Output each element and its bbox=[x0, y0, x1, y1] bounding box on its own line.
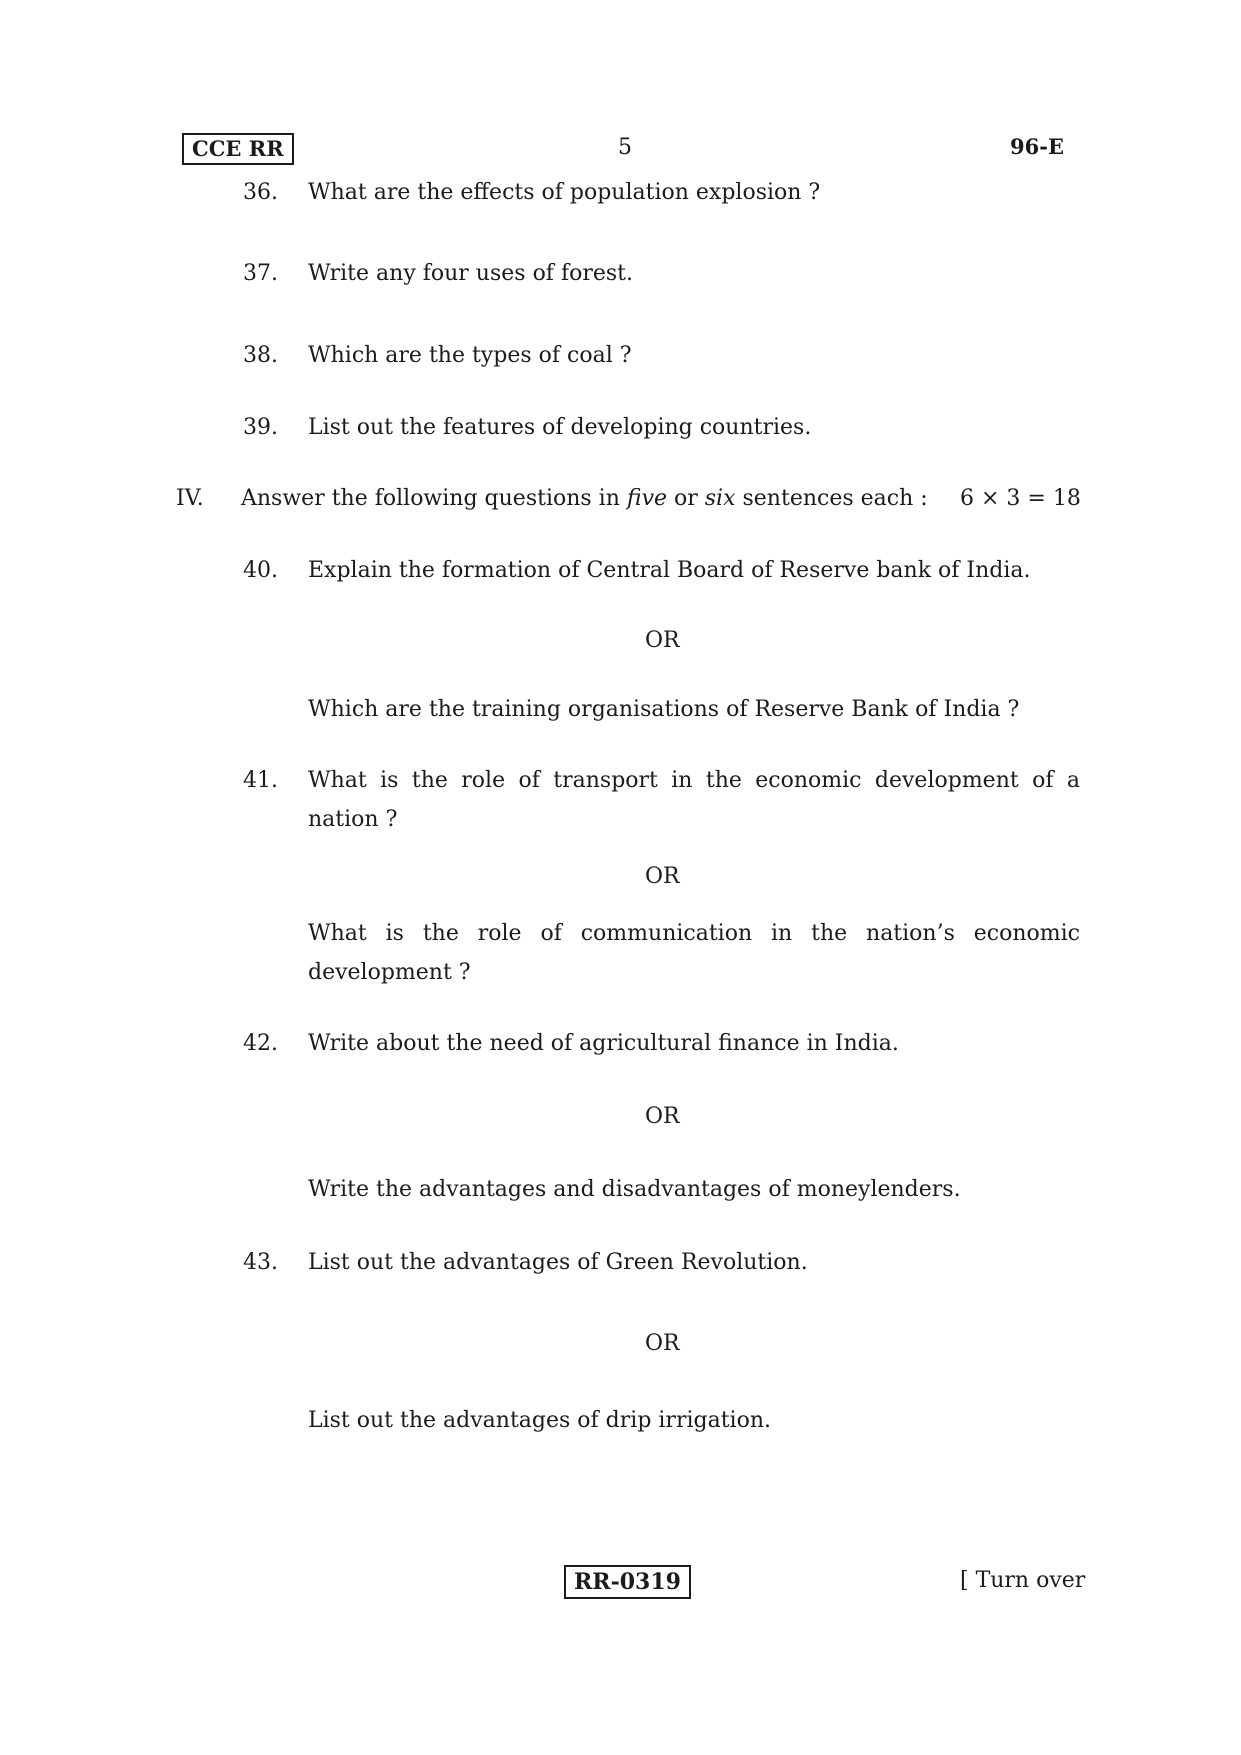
question-text: What are the effects of population explosion ? bbox=[308, 180, 821, 205]
footer-code: RR-0319 bbox=[564, 1565, 691, 1599]
alternate-question-text: Which are the training organisations of Reserve Bank of India ? bbox=[308, 697, 1020, 722]
or-separator: OR bbox=[645, 628, 680, 653]
question-number: 36. bbox=[243, 180, 278, 205]
or-separator: OR bbox=[645, 864, 680, 889]
question-text: List out the features of developing countries. bbox=[308, 415, 812, 440]
question-number: 40. bbox=[243, 558, 278, 583]
page-number: 5 bbox=[618, 135, 632, 160]
question-number: 39. bbox=[243, 415, 278, 440]
question-number: 38. bbox=[243, 343, 278, 368]
question-text: Write any four uses of forest. bbox=[308, 261, 633, 286]
question-number: 43. bbox=[243, 1250, 278, 1275]
question-number: 42. bbox=[243, 1031, 278, 1056]
alternate-question-text: Write the advantages and disadvantages of moneylenders. bbox=[308, 1177, 961, 1202]
question-number: 37. bbox=[243, 261, 278, 286]
paper-code: 96-E bbox=[1010, 134, 1064, 159]
question-text: Which are the types of coal ? bbox=[308, 343, 632, 368]
question-text: Explain the formation of Central Board of Reserve bank of India. bbox=[308, 558, 1031, 583]
alternate-question-text: List out the advantages of drip irrigation. bbox=[308, 1408, 771, 1433]
header-left-code: CCE RR bbox=[182, 133, 294, 165]
section-marks: 6 × 3 = 18 bbox=[960, 486, 1081, 511]
alternate-question-text-line: development ? bbox=[308, 960, 471, 985]
section-roman: IV. bbox=[176, 486, 204, 511]
question-number: 41. bbox=[243, 768, 278, 793]
question-text-line: nation ? bbox=[308, 807, 398, 832]
alternate-question-text-line: What is the role of communication in the nation’s economic bbox=[308, 921, 1080, 946]
turn-over-note: [ Turn over bbox=[960, 1568, 1086, 1593]
section-instruction: Answer the following questions in five or six sentences each : bbox=[241, 486, 928, 511]
question-text-line: What is the role of transport in the economic development of a bbox=[308, 768, 1080, 793]
or-separator: OR bbox=[645, 1104, 680, 1129]
or-separator: OR bbox=[645, 1331, 680, 1356]
question-text: List out the advantages of Green Revolution. bbox=[308, 1250, 808, 1275]
question-text: Write about the need of agricultural finance in India. bbox=[308, 1031, 899, 1056]
